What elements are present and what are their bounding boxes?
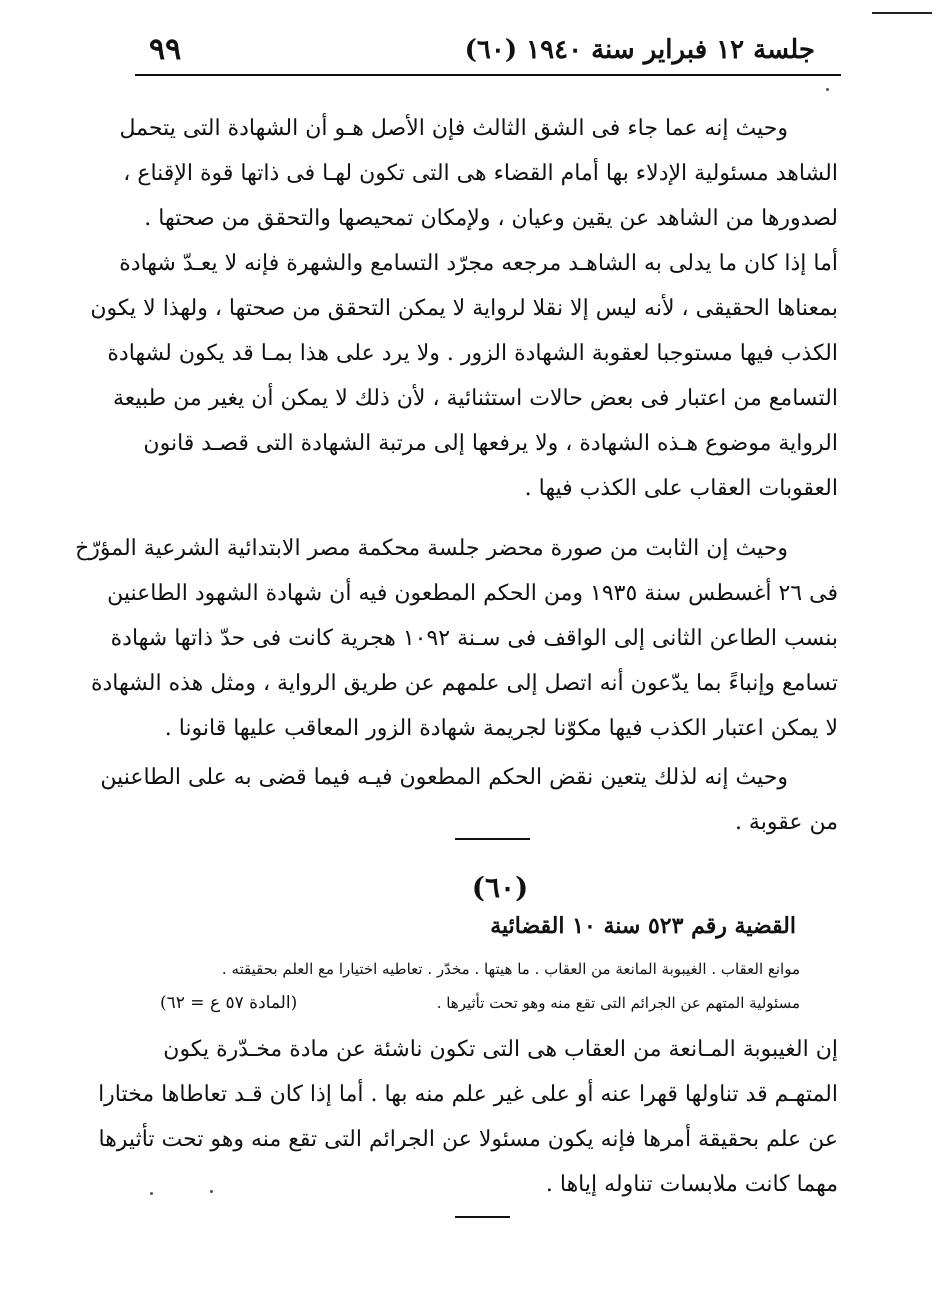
headnote-text: مسئولية المتهم عن الجرائم التى تقع منه وهو تحت تأثيرها . — [436, 994, 800, 1012]
text-line: لصدورها من الشاهد عن يقين وعيان ، ولإمكان تمحيصها والتحقق من صحتها . — [144, 206, 838, 231]
case-number: (٦٠) — [471, 871, 529, 904]
text-line: فى ٢٦ أغسطس سنة ١٩٣٥ ومن الحكم المطعون فيه أن شهادة الشهود الطاعنين — [107, 581, 838, 606]
case-title: القضية رقم ٥٢٣ سنة ١٠ القضائية — [490, 913, 796, 939]
text-line: من عقوبة . — [734, 810, 838, 835]
text-line: مهما كانت ملابسات تناوله إياها . — [545, 1172, 838, 1197]
text-line: الرواية موضوع هـذه الشهادة ، ولا يرفعها إلى مرتبة الشهادة التى قصـد قانون — [143, 431, 838, 456]
paragraph-reasoning-1 — [90, 106, 838, 511]
text-line: بنسب الطاعن الثانى إلى الواقف فى سـنة ١٠٩٢ هجرية كانت فى حدّ ذاتها شهادة — [110, 626, 838, 651]
text-line: لا يمكن اعتبار الكذب فيها مكوّنا لجريمة شهادة الزور المعاقب عليها قانونا . — [164, 716, 838, 741]
text-line: المتهـم قد تناولها قهرا عنه أو على غير علم منه بها . أما إذا كان قـد تعاطاها مختارا — [98, 1082, 838, 1107]
paragraph-reasoning-2 — [75, 526, 838, 751]
headnote-line — [160, 956, 800, 982]
text-line: التسامع من اعتبار فى بعض حالات استثنائية ، لأن ذلك لا يمكن أن يغير من طبيعة — [112, 386, 838, 411]
running-head: جلسة ١٢ فبراير سنة ١٩٤٠ (٦٠) — [464, 35, 815, 65]
article-reference: (المادة ٥٧ ع = ٦٢) — [160, 993, 298, 1013]
paragraph-principle — [98, 1027, 838, 1207]
text-line: العقوبات العقاب على الكذب فيها . — [524, 476, 838, 501]
text-line: أما إذا كان ما يدلى به الشاهـد مرجعه مجرّد التسامع والشهرة فإنه لا يعـدّ شهادة — [119, 251, 838, 276]
headnote-text: موانع العقاب . الغيبوبة المانعة من العقاب . ما هيتها . مخدّر . تعاطيه اختيارا مع العلم بحقيقته . — [221, 960, 800, 978]
section-separator — [455, 838, 530, 840]
page-header — [135, 30, 835, 70]
speck — [150, 1192, 153, 1195]
text-line: بمعناها الحقيقى ، لأنه ليس إلا نقلا لرواية لا يمكن التحقق من صحتها ، ولهذا لا يكون — [90, 296, 838, 321]
page-number: ٩٩ — [149, 32, 182, 67]
text-line: تسامع وإنباءً بما يدّعون أنه اتصل إلى علمهم عن طريق الرواية ، ومثل هذه الشهادة — [90, 671, 838, 696]
text-line: إن الغيبوبة المـانعة من العقاب هى التى تكون ناشئة عن مادة مخـدّرة يكون — [163, 1037, 838, 1062]
text-line: عن علم بحقيقة أمرها فإنه يكون مسئولا عن الجرائم التى تقع منه وهو تحت تأثيرها — [98, 1127, 838, 1152]
text-line: وحيث إن الثابت من صورة محضر جلسة محكمة مصر الابتدائية الشرعية المؤرّخ — [75, 536, 788, 561]
end-separator — [455, 1216, 510, 1218]
text-line: الشاهد مسئولية الإدلاء بها أمام القضاء هى التى تكون لهـا فى ذاتها قوة الإقناع ، — [123, 161, 838, 186]
headnote-line — [160, 990, 800, 1016]
speck — [826, 88, 829, 91]
header-rule — [135, 74, 841, 76]
paragraph-ruling-outcome — [100, 755, 838, 845]
text-line: وحيث إنه لذلك يتعين نقض الحكم المطعون فيـه فيما قضى به على الطاعنين — [100, 765, 788, 790]
text-line: الكذب فيها مستوجبا لعقوبة الشهادة الزور . ولا يرد على هذا بمـا قد يكون لشهادة — [107, 341, 838, 366]
speck — [210, 1190, 213, 1193]
text-line: وحيث إنه عما جاء فى الشق الثالث فإن الأصل هـو أن الشهادة التى يتحمل — [119, 116, 788, 141]
edge-mark — [872, 12, 932, 14]
